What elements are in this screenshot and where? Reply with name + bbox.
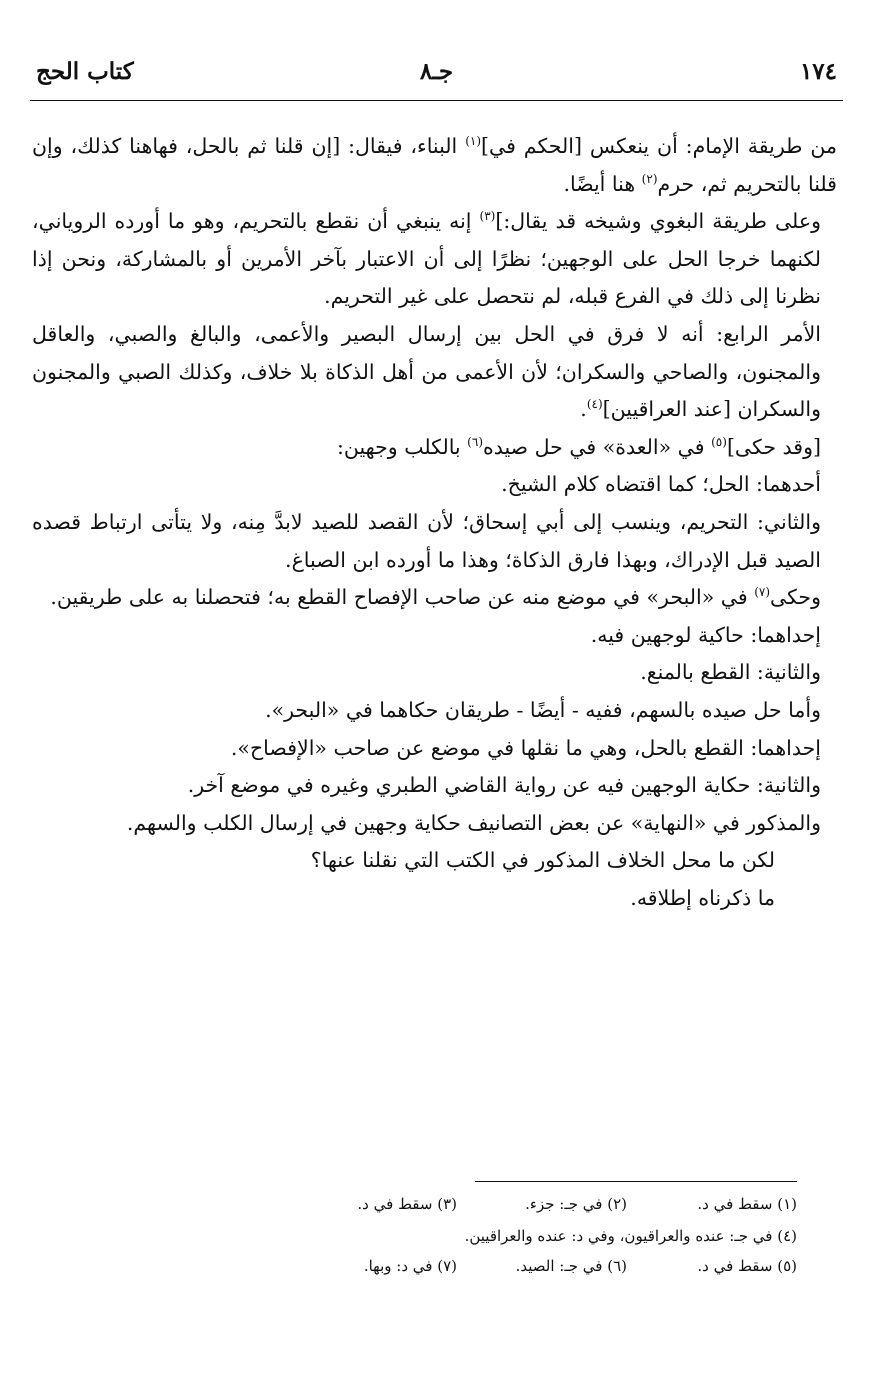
volume-label: جـ٨: [419, 58, 454, 85]
footnote-ref: (٤): [586, 397, 603, 412]
header-rule: [30, 100, 843, 101]
footnote: (٣) سقط في د.: [357, 1195, 457, 1213]
paragraph: والثاني: التحريم، وينسب إلى أبي إسحاق؛ لأن القصد للصيد لابدَّ مِنه، ولا يتأتى ارتباط قصده الصيد قبل الإدراك، وبهذا فارق الذكاة؛ وهذا ما أورده ابن الصباغ.: [32, 509, 821, 572]
footnote: (٤) في جـ: عنده والعراقيون، وفي د: عنده والعراقيين.: [464, 1227, 797, 1245]
footnote-ref: (٥): [711, 434, 727, 449]
paragraph: الأمر الرابع: أنه لا فرق في الحل بين إرسال البصير والأعمى، والبالغ والصبي، والعاقل والمجنون، والصاحي والسكران؛ لأن الأعمى من أهل الذكاة بلا خلاف، وكذلك الصبي والمجنون والسكران [عند العراقيين]$^{(٤)}$.: [32, 321, 821, 422]
paragraph: ما ذكرناه إطلاقه.: [630, 885, 775, 910]
footnote-ref: (٢): [641, 171, 658, 186]
paragraph: إحداهما: القطع بالحل، وهي ما نقلها في موضع عن صاحب «الإفصاح».: [230, 735, 821, 760]
paragraph: وحكى$^{(٧)}$ في «البحر» في موضع منه عن صاحب الإفصاح القطع به؛ فتحصلنا به على طريقين.: [50, 585, 821, 610]
paragraph: والمذكور في «النهاية» عن بعض التصانيف حكاية وجهين في إرسال الكلب والسهم.: [126, 810, 821, 835]
paragraph: أحدهما: الحل؛ كما اقتضاه كلام الشيخ.: [501, 472, 821, 497]
footnote: (١) سقط في د.: [697, 1195, 797, 1213]
paragraph: إحداهما: حاكية لوجهين فيه.: [590, 622, 821, 647]
footnote: (٦) في جـ: الصيد.: [515, 1257, 627, 1275]
main-text: [32, 128, 837, 917]
book-title: كتاب الحج: [36, 58, 134, 85]
footnote: (٥) سقط في د.: [697, 1257, 797, 1275]
footnote: (٧) في د: وبها.: [363, 1257, 457, 1275]
footnote-rule: [475, 1181, 797, 1182]
footnote-line: [60, 1225, 797, 1247]
footnote-line: [60, 1255, 797, 1277]
page-number: ١٧٤: [799, 58, 837, 85]
paragraph: من طريقة الإمام: أن ينعكس [الحكم في]$^{(١)}$ البناء، فيقال: [إن قلنا ثم بالحل، فهاهنا كذلك، وإن قلنا بالتحريم ثم، حرم$^{(٢)}$ هنا أيضًا.: [32, 134, 837, 196]
footnote-line: [60, 1193, 797, 1215]
footnote-ref: (١): [465, 134, 482, 149]
paragraph: وأما حل صيده بالسهم، ففيه - أيضًا - طريقان حكاهما في «البحر».: [265, 697, 821, 722]
paragraph: والثانية: القطع بالمنع.: [640, 660, 821, 685]
footnote-ref: (٦): [467, 434, 483, 449]
running-header: [36, 58, 837, 98]
footnote: (٢) في جـ: جزء.: [525, 1195, 627, 1213]
footnote-ref: (٧): [754, 585, 771, 600]
footnote-ref: (٣): [479, 209, 496, 224]
paragraph: [وقد حكى]$^{(٥)}$ في «العدة» في حل صيده$^{(٦)}$ بالكلب وجهين:: [336, 434, 821, 459]
paragraph: وعلى طريقة البغوي وشيخه قد يقال:]$^{(٣)}$ إنه ينبغي أن نقطع بالتحريم، وهو ما أورده الروياني، لكنهما خرجا الحل على الوجهين؛ نظرًا إلى أن الاعتبار بآخر الأمرين أو بالمشاركة، ونحن إذا نظرنا إلى ذلك في الفرع قبله، لم نتحصل على غير التحريم.: [32, 209, 821, 309]
paragraph: والثانية: حكاية الوجهين فيه عن رواية القاضي الطبري وغيره في موضع آخر.: [187, 773, 821, 798]
paragraph: لكن ما محل الخلاف المذكور في الكتب التي نقلنا عنها؟: [310, 848, 775, 873]
